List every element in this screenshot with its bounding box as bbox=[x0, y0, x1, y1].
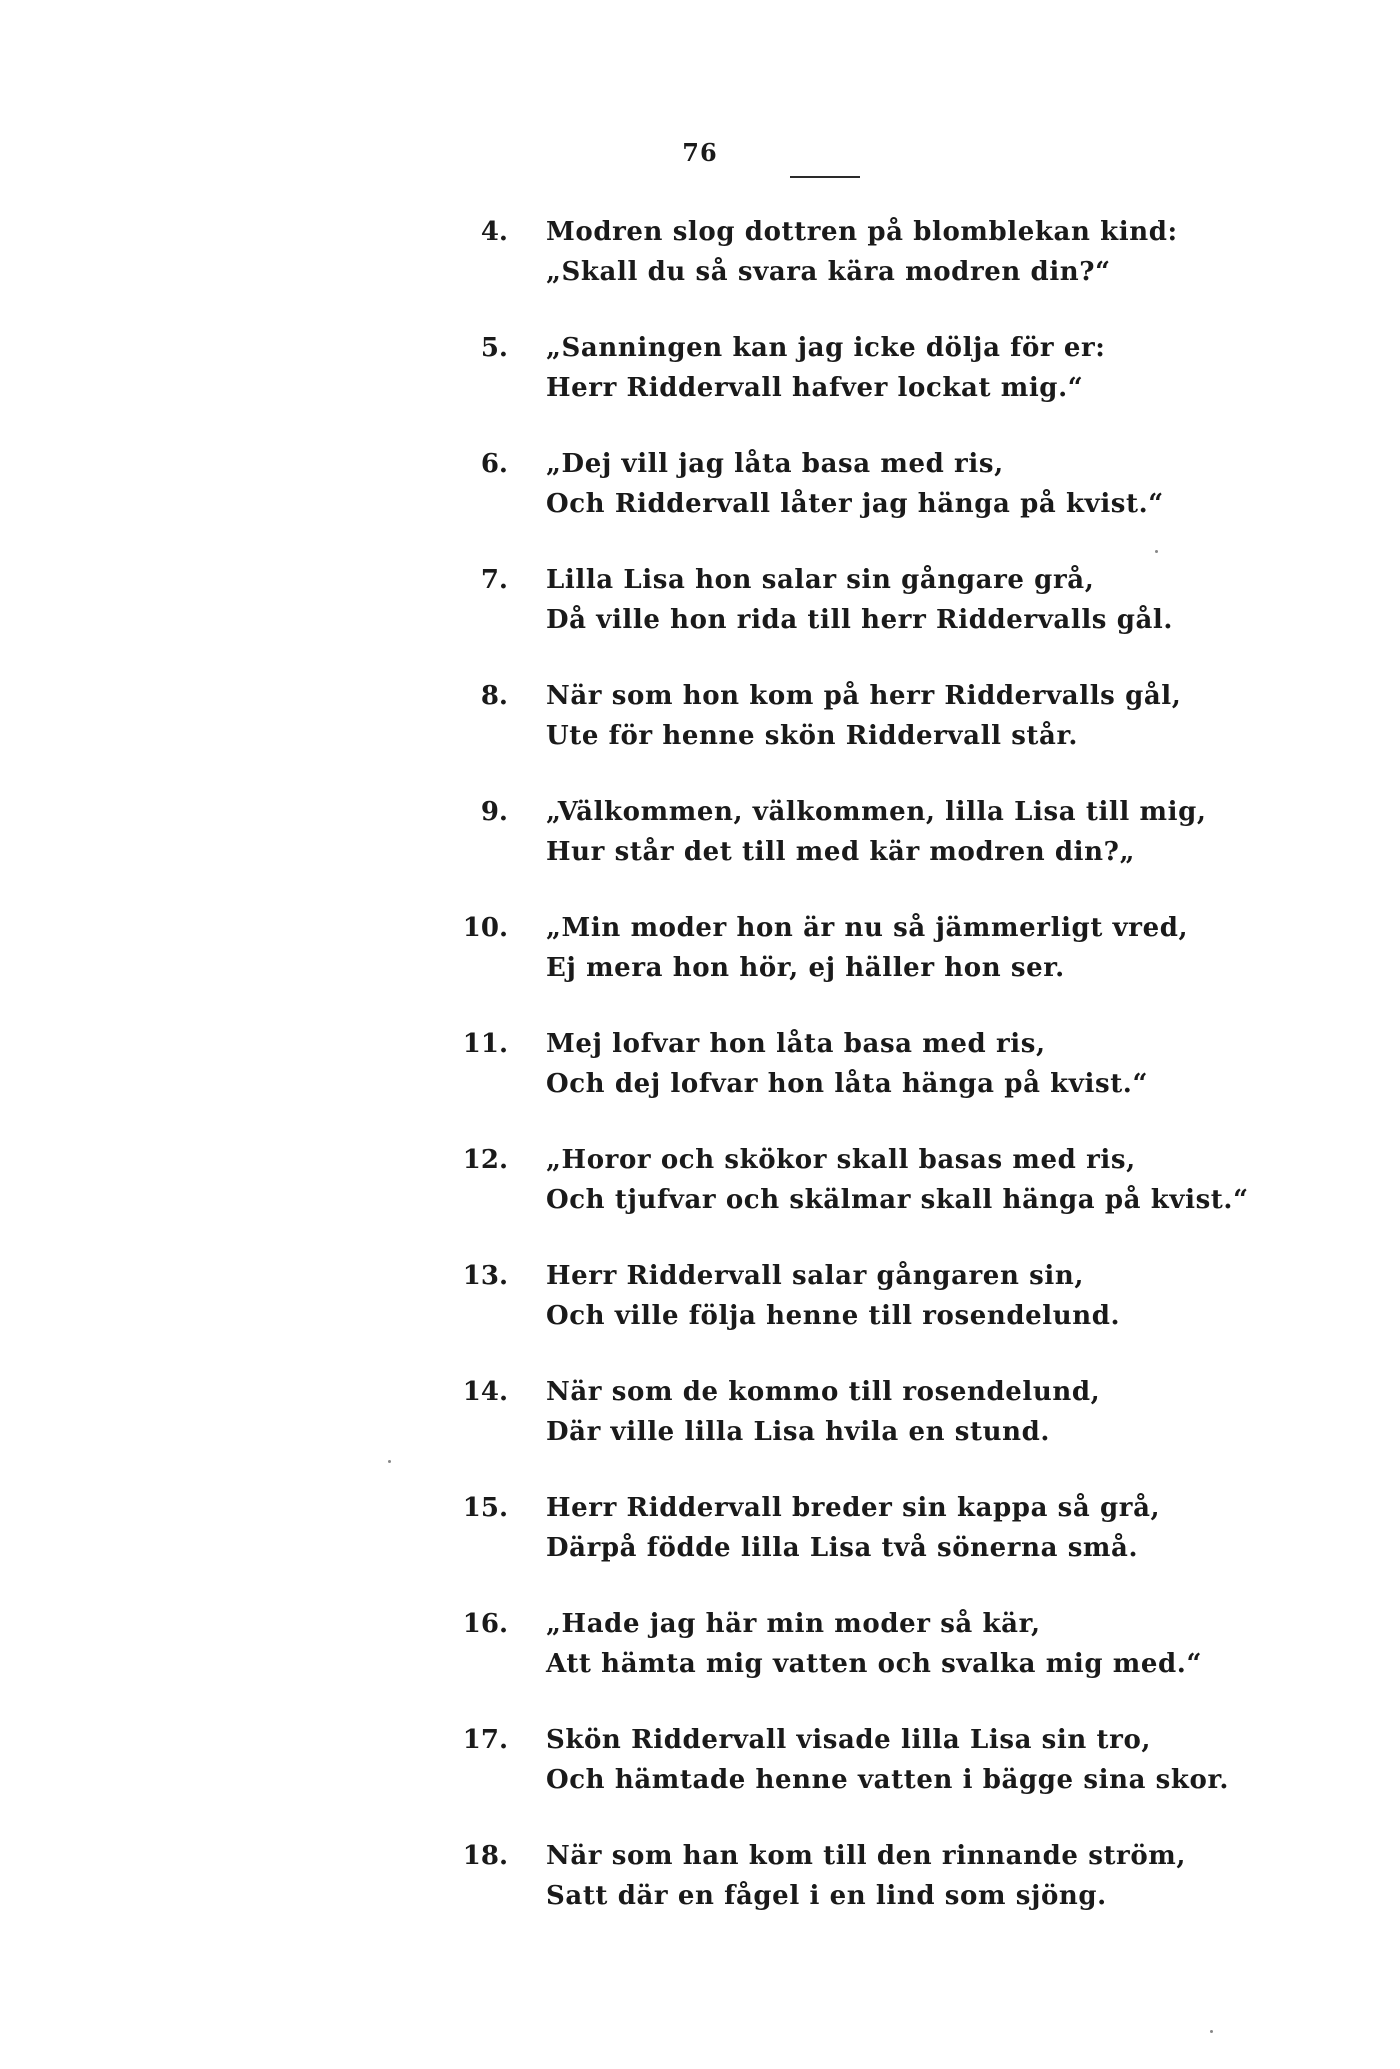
stanza bbox=[0, 908, 1400, 1024]
verse-line: Herr Riddervall salar gångaren sin, bbox=[546, 1261, 1084, 1291]
stanza bbox=[0, 1488, 1400, 1604]
stanza-number: 11. bbox=[462, 1029, 508, 1059]
verse-line: Och hämtade henne vatten i bägge sina skor. bbox=[546, 1765, 1230, 1795]
verse-line: Och ville följa henne till rosendelund. bbox=[546, 1301, 1121, 1331]
verse-line: „Hade jag här min moder så kär, bbox=[546, 1609, 1041, 1639]
verse-line: Herr Riddervall breder sin kappa så grå, bbox=[546, 1493, 1161, 1523]
stanza-number: 15. bbox=[462, 1493, 508, 1523]
verse-line: När som han kom till den rinnande ström, bbox=[546, 1841, 1187, 1871]
stanza bbox=[0, 560, 1400, 676]
stanza-lines bbox=[546, 1488, 1306, 1568]
stanza-lines bbox=[546, 1836, 1306, 1916]
verse-line: Hur står det till med kär modren din?„ bbox=[546, 837, 1136, 867]
stanza bbox=[0, 328, 1400, 444]
stanza-number: 14. bbox=[462, 1377, 508, 1407]
verse-line: „Skall du så svara kära modren din?“ bbox=[546, 257, 1111, 287]
verse-line: Ute för henne skön Riddervall står. bbox=[546, 721, 1079, 751]
verse-line: Och dej lofvar hon låta hänga på kvist.“ bbox=[546, 1069, 1149, 1099]
page-number-rule bbox=[790, 176, 860, 178]
verse-line: Mej lofvar hon låta basa med ris, bbox=[546, 1029, 1046, 1059]
stanza-lines bbox=[546, 908, 1306, 988]
stanza bbox=[0, 1372, 1400, 1488]
verse-line: „Horor och skökor skall basas med ris, bbox=[546, 1145, 1136, 1175]
stanza bbox=[0, 1024, 1400, 1140]
stanza-number: 18. bbox=[462, 1841, 508, 1871]
stanza bbox=[0, 792, 1400, 908]
stanza-lines bbox=[546, 1372, 1306, 1452]
verse-line: „Välkommen, välkommen, lilla Lisa till mig, bbox=[546, 797, 1207, 827]
verse-line: Ej mera hon hör, ej häller hon ser. bbox=[546, 953, 1065, 983]
stanza-lines bbox=[546, 212, 1306, 292]
verse-line: „Sanningen kan jag icke dölja för er: bbox=[546, 333, 1106, 363]
stanza bbox=[0, 1604, 1400, 1720]
stanza-lines bbox=[546, 1140, 1306, 1220]
stanza-lines bbox=[546, 676, 1306, 756]
verse-line: Att hämta mig vatten och svalka mig med.“ bbox=[546, 1649, 1203, 1679]
stanza-lines bbox=[546, 1024, 1306, 1104]
verse-line: Och Riddervall låter jag hänga på kvist.“ bbox=[546, 489, 1164, 519]
verse-line: „Min moder hon är nu så jämmerligt vred, bbox=[546, 913, 1189, 943]
stanza-number: 6. bbox=[480, 449, 508, 479]
stanza-lines bbox=[546, 1720, 1306, 1800]
verse-line: Modren slog dottren på blomblekan kind: bbox=[546, 217, 1178, 247]
stanza-number: 12. bbox=[462, 1145, 508, 1175]
poem-body bbox=[0, 212, 1400, 1952]
stanza-lines bbox=[546, 1256, 1306, 1336]
stanza bbox=[0, 212, 1400, 328]
verse-line: „Dej vill jag låta basa med ris, bbox=[546, 449, 1004, 479]
verse-line: När som de kommo till rosendelund, bbox=[546, 1377, 1101, 1407]
stanza-number: 16. bbox=[462, 1609, 508, 1639]
stanza-number: 9. bbox=[480, 797, 508, 827]
verse-line: Därpå födde lilla Lisa två sönerna små. bbox=[546, 1533, 1139, 1563]
stanza bbox=[0, 444, 1400, 560]
stanza-number: 4. bbox=[480, 217, 508, 247]
verse-line: Satt där en fågel i en lind som sjöng. bbox=[546, 1881, 1107, 1911]
stanza-number: 17. bbox=[462, 1725, 508, 1755]
stanza-number: 7. bbox=[480, 565, 508, 595]
verse-line: Lilla Lisa hon salar sin gångare grå, bbox=[546, 565, 1095, 595]
stanza bbox=[0, 1720, 1400, 1836]
stanza-lines bbox=[546, 792, 1306, 872]
stanza-number: 10. bbox=[462, 913, 508, 943]
stanza bbox=[0, 1140, 1400, 1256]
verse-line: Där ville lilla Lisa hvila en stund. bbox=[546, 1417, 1051, 1447]
page-number: 76 bbox=[682, 138, 718, 167]
verse-line: Skön Riddervall visade lilla Lisa sin tro, bbox=[546, 1725, 1152, 1755]
stanza-number: 5. bbox=[480, 333, 508, 363]
stanza-number: 8. bbox=[480, 681, 508, 711]
stanza bbox=[0, 676, 1400, 792]
stanza-lines bbox=[546, 560, 1306, 640]
verse-line: Och tjufvar och skälmar skall hänga på kvist.“ bbox=[546, 1185, 1249, 1215]
verse-line: Då ville hon rida till herr Riddervalls gål. bbox=[546, 605, 1174, 635]
verse-line: När som hon kom på herr Riddervalls gål, bbox=[546, 681, 1182, 711]
stanza-lines bbox=[546, 1604, 1306, 1684]
verse-line: Herr Riddervall hafver lockat mig.“ bbox=[546, 373, 1084, 403]
stanza-number: 13. bbox=[462, 1261, 508, 1291]
stanza bbox=[0, 1836, 1400, 1952]
stanza-lines bbox=[546, 328, 1306, 408]
stanza bbox=[0, 1256, 1400, 1372]
stanza-lines bbox=[546, 444, 1306, 524]
